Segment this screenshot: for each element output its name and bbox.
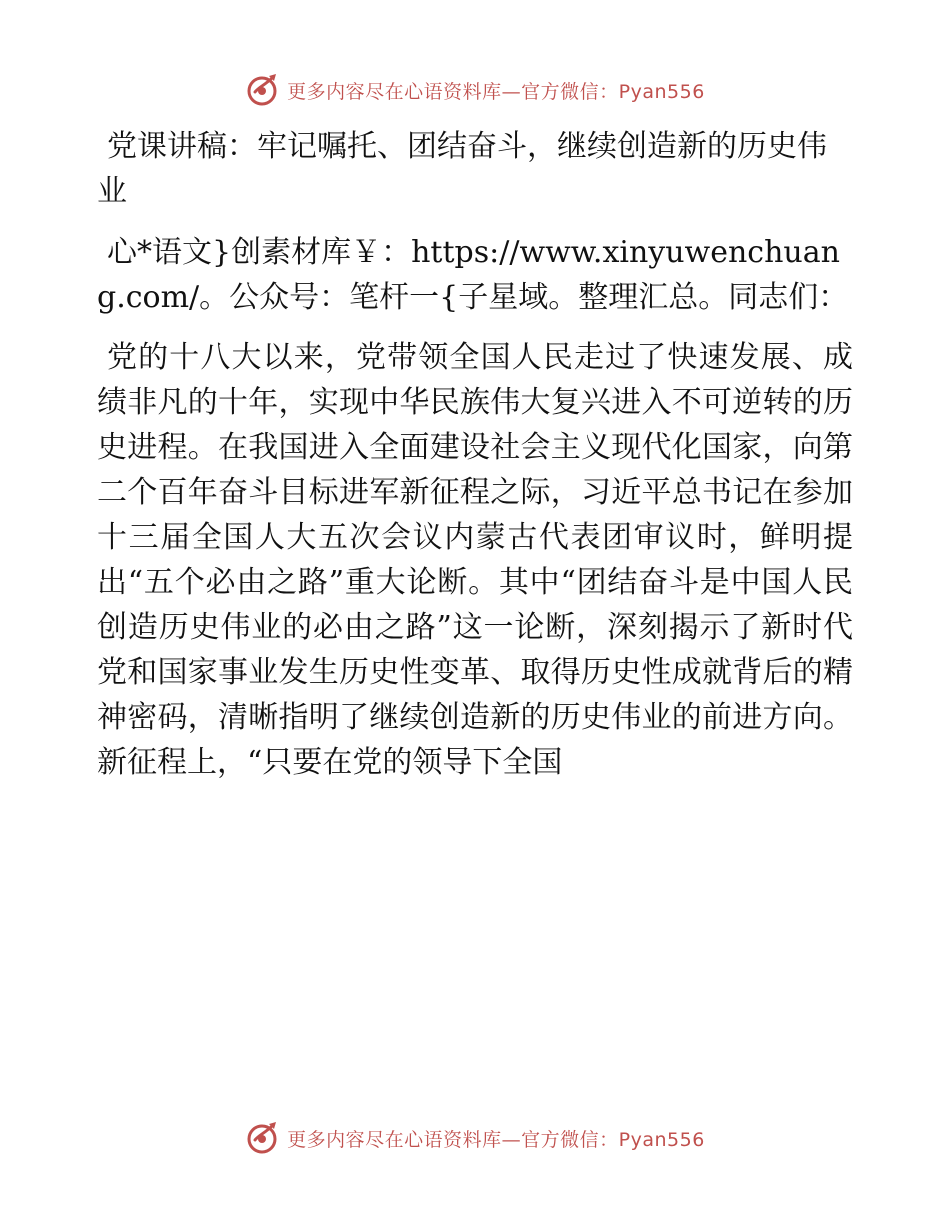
document-title: 党课讲稿：牢记嘱托、团结奋斗，继续创造新的历史伟业 <box>97 129 827 209</box>
pen-circle-logo-icon <box>245 72 281 108</box>
document-intro: 心*语文}创素材库￥：https://www.xinyuwenchuang.com/。公众号：笔杆一{子星域。整理汇总。同志们： <box>97 235 849 315</box>
header-watermark-text: 更多内容尽在心语资料库—官方微信：Pyan556 <box>287 80 705 103</box>
document-body-paragraph: 党的十八大以来，党带领全国人民走过了快速发展、成绩非凡的十年，实现中华民族伟大复兴进入不可逆转的历史进程。在我国进入全面建设社会主义现代化国家，向第二个百年奋斗目标进军新征程之际，习近平总书记在参加十三届全国人大五次会议内蒙古代表团审议时，鲜明提出“五个必由之路”重大论断。其中“团结奋斗是中国人民创造历史伟业的必由之路”这一论断，深刻揭示了新时代党和国家事业发生历史性变革、取得历史性成就背后的精神密码，清晰指明了继续创造新的历史伟业的前进方向。新征程上，“只要在党的领导下全国 <box>97 340 853 780</box>
document-content <box>97 124 853 800</box>
footer-watermark-text: 更多内容尽在心语资料库—官方微信：Pyan556 <box>287 1128 705 1151</box>
header-watermark-banner <box>0 70 950 110</box>
pen-circle-logo-icon <box>245 1120 281 1156</box>
footer-watermark-banner <box>0 1118 950 1158</box>
